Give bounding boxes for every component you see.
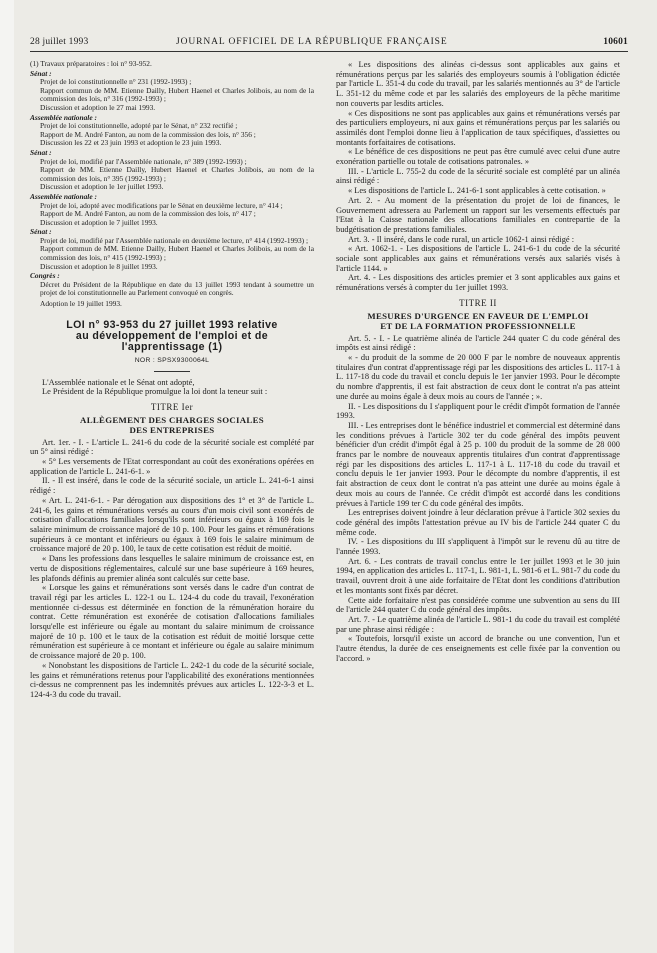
paragraph: IV. - Les dispositions du III s'appliquent à l'impôt sur le revenu dû au titre de l'année 1993. xyxy=(336,537,620,557)
law-title xyxy=(30,320,314,354)
paragraph: Art. 1er. - I. - L'article L. 241-6 du code de la sécurité sociale est complété par un 5° ainsi rédigé : xyxy=(30,437,314,457)
history-heading: Assemblée nationale : xyxy=(30,191,97,201)
law-title-line: LOI n° 93-953 du 27 juillet 1993 relative xyxy=(66,318,278,331)
paragraph: Art. 5. - I. - Le quatrième alinéa de l'article 244 quater C du code général des impôts est ainsi rédigé : xyxy=(336,333,620,353)
paragraph: III. - Les entreprises dont le bénéfice industriel et commercial est déterminé dans les conditions prévues à l'article 302 ter du code général des impôts peuvent bénéficier d'un crédit d'impôt égal à 25 p. 100 du produit de la somme de 28 000 francs par le nombre de nouveaux apprentis titulaires d'un contrat d'apprentissage régi par les dispositions des articles L. 117-1 à L. 117-18 du code du travail et conclu depuis le 1er janvier 1993. Pour le décompte du nombre d'apprentis, il est fait abstraction de ceux dont le contrat n'a pas atteint une durée au moins égale à deux mois au cours de l'année. Ce crédit d'impôt est accordé dans les conditions prévues à l'article 199 ter C du code général des impôts. xyxy=(336,420,620,508)
paragraph: II. - Les dispositions du I s'appliquent pour le crédit d'impôt formation de l'année 1993. xyxy=(336,401,620,421)
nor-rule xyxy=(154,371,190,372)
history-line: Discussion et adoption le 27 mai 1993. xyxy=(40,102,156,112)
scan-edge xyxy=(0,0,14,953)
history-line: Rapport commun de MM. Etienne Dailly, Hubert Haenel et Charles Jolibois, au nom de la commission des lois, n° 316 (1992-1993) ; xyxy=(40,85,314,104)
history-heading: Sénat : xyxy=(30,147,52,157)
law-title-line: l'apprentissage (1) xyxy=(121,341,223,354)
paragraph: « Ces dispositions ne sont pas applicables aux gains et rémunérations versés par des particuliers employeurs, ni aux gains et rémunérations perçus par les salariés ou assimilés dont l'emploi donne lieu à l'application de taux spécifiques, d'assiettes ou montants forfaitaires de cotisations. xyxy=(336,108,620,147)
titre-2-label: TITRE II xyxy=(459,297,497,308)
paragraph: II. - Il est inséré, dans le code de la sécurité sociale, un article L. 241-6-1 ainsi rédigé : xyxy=(30,476,314,496)
history-line: Discussion les 22 et 23 juin 1993 et adoption le 23 juin 1993. xyxy=(40,138,222,148)
paragraph: Art. 6. - Les contrats de travail conclus entre le 1er juillet 1993 et le 30 juin 1994, en application des articles L. 117-1, L. 981-1, L. 981-6 et L. 981-7 du code du travail, ouvrent droit à une aide forfaitaire de l'Etat dont les conditions d'attribution et les montants sont fixés par décret. xyxy=(336,556,620,595)
titre-2-heading xyxy=(336,311,620,331)
paragraph: « Dans les professions dans lesquelles le salaire minimum de croissance est, en vertu de dispositions réglementaires, calculé sur une base supérieure à 169 heures, les plafonds définis au premier alinéa sont calculés sur cette base. xyxy=(30,554,314,583)
paragraph: « Les dispositions des alinéas ci-dessus sont applicables aux gains et rémunérations perçus par les salariés des employeurs soumis à l'obligation édictée par l'article L. 351-4 du code du travail, par les salariés mentionnés au 3° de l'article L. 351-12 du même code et par les salariés des employeurs de la pêche maritime non couverts par lesdits articles. xyxy=(336,60,620,108)
titre-1-label: TITRE Ier xyxy=(150,401,194,412)
titre-1-heading-line: ALLÈGEMENT DES CHARGES SOCIALES xyxy=(80,414,264,425)
left-column xyxy=(30,60,314,700)
titre-1-heading xyxy=(30,415,314,435)
history-line: Projet de loi constitutionnelle n° 231 (1992-1993) ; xyxy=(40,77,192,87)
journal-title: JOURNAL OFFICIEL DE LA RÉPUBLIQUE FRANÇAISE xyxy=(176,37,448,47)
history-line: Discussion et adoption le 7 juillet 1993. xyxy=(40,217,158,227)
header-rule xyxy=(30,51,628,52)
history-line: Projet de loi, modifié par l'Assemblée nationale, n° 389 (1992-1993) ; xyxy=(40,156,247,166)
paragraph: « Art. L. 241-6-1. - Par dérogation aux dispositions des 1° et 3° de l'article L. 241-6, les gains et rémunérations versés au cours d'un mois civil sont exonérés de cotisation d'allocations familiales lorsqu'ils sont inférieurs ou égaux à 169 fois le salaire minimum de croissance majoré de 10 p. 100. Pour les gains et rémunérations supérieurs à ce montant et inférieurs ou égaux à 169 fois le salaire minimum de croissance majoré de 20 p. 100, le taux de cette cotisation est réduit de moitié. xyxy=(30,495,314,554)
right-column xyxy=(336,60,620,663)
history-line: Décret du Président de la République en date du 13 juillet 1993 tendant à soumettre un projet de loi constitutionnelle au Parlement convoqué en congrès. xyxy=(40,279,314,298)
history-heading: Sénat : xyxy=(30,227,52,237)
history-line: (1) Travaux préparatoires : loi n° 93-952. xyxy=(30,59,152,68)
history-line: Discussion et adoption le 8 juillet 1993. xyxy=(40,261,158,271)
paragraph: Art. 3. - Il inséré, dans le code rural, un article 1062-1 ainsi rédigé : xyxy=(348,234,575,244)
law-title-line: au développement de l'emploi et de xyxy=(75,330,269,343)
history-line: Projet de loi constitutionnelle, adopté par le Sénat, n° 232 rectifié ; xyxy=(40,121,238,131)
history-heading: Assemblée nationale : xyxy=(30,112,97,122)
paragraph: Art. 2. - Au moment de la présentation du projet de loi de finances, le Gouvernement adressera au Parlement un rapport sur les versements effectués par l'Etat à la Caisse nationale des allocations familiales en contrepartie de la budgétisation de prestations familiales. xyxy=(336,195,620,234)
history-heading: Congrès : xyxy=(30,271,60,281)
page-number: 10601 xyxy=(603,37,628,47)
nor-reference: NOR : SPSX9300064L xyxy=(134,356,210,364)
paragraph: « - du produit de la somme de 20 000 F par le nombre de nouveaux apprentis titulaires d'un contrat d'apprentissage régi par les dispositions des articles L. 117-1 à L. 117-18 du code du travail et conclu depuis le 1er janvier 1993. Pour le décompte du nombre d'apprentis, il est fait abstraction de ceux dont le contrat n'a pas atteint une durée au moins égale à deux mois au cours de l'année ; ». xyxy=(336,352,620,401)
history-line: Discussion et adoption le 1er juillet 1993. xyxy=(40,182,164,192)
history-line: Projet de loi, modifié par l'Assemblée nationale en deuxième lecture, n° 414 (1992-1993) ; xyxy=(40,235,309,245)
history-line: Rapport commun de MM. Etienne Dailly, Hubert Haenel et Charles Jolibois, au nom de la commission des lois, n° 415 (1992-1993) ; xyxy=(40,244,314,263)
paragraph: Art. 4. - Les dispositions des articles premier et 3 sont applicables aux gains et rémunérations versés à compter du 1er juillet 1993. xyxy=(336,273,620,293)
paragraph: « Nonobstant les dispositions de l'article L. 242-1 du code de la sécurité sociale, les gains et rémunérations retenus pour l'applicabilité des exonérations mentionnées ci-dessus ne comprennent pas les indemnités prévues aux articles L. 122-3-3 et L. 124-4-3 du code du travail. xyxy=(30,660,314,699)
paragraph: Les entreprises doivent joindre à leur déclaration prévue à l'article 302 sexies du code général des impôts l'attestation prévue au IV bis de l'article 244 quater C du même code. xyxy=(336,508,620,537)
paragraph: « Art. 1062-1. - Les dispositions de l'article L. 241-6-1 du code de la sécurité sociale sont applicables aux gains et rémunérations versés aux salariés visés à l'article 1144. » xyxy=(336,244,620,273)
header-date: 28 juillet 1993 xyxy=(30,37,89,47)
titre-2-heading-line: MESURES D'URGENCE EN FAVEUR DE L'EMPLOI xyxy=(367,310,589,321)
law-intro: L'Assemblée nationale et le Sénat ont adopté, xyxy=(42,377,195,387)
paragraph: « 5° Les versements de l'Etat correspondant au coût des exonérations opérées en application de l'article L. 241-6-1. » xyxy=(30,457,314,476)
paragraph: « Toutefois, lorsqu'il existe un accord de branche ou une convention, l'un et l'autre étendus, la durée de ces enseignements est celle fixée par la convention ou l'accord. » xyxy=(336,634,620,663)
paragraph: « Les dispositions de l'article L. 241-6-1 sont applicables à cette cotisation. » xyxy=(348,186,606,196)
history-line: Rapport de M. André Fanton, au nom de la commission des lois, n° 417 ; xyxy=(40,209,256,219)
history-line: Projet de loi, adopté avec modifications par le Sénat en deuxième lecture, n° 414 ; xyxy=(40,200,283,210)
legislative-history xyxy=(30,60,314,309)
history-heading: Sénat : xyxy=(30,68,52,78)
paragraph: « Lorsque les gains et rémunérations sont versés dans le cadre d'un contrat de travail régi par les articles L. 122-1 ou L. 124-4 du code du travail, l'exonération mentionnée ci-dessus est déterminée en fonction de la rémunération horaire du contrat. Cette rémunération est exonérée de cotisation d'allocations familiales lorsqu'elle est inférieure ou égale au montant du salaire minimum de croissance majoré de 10 p. 100 et le taux de la cotisation est réduit de moitié lorsque cette rémunération est supérieure à ce montant et inférieure ou égale au salaire minimum de croissance majoré de 20 p. 100. xyxy=(30,583,314,661)
history-line: Rapport de MM. Etienne Dailly, Hubert Haenel et Charles Jolibois, au nom de la commission des lois, n° 395 (1992-1993) ; xyxy=(40,165,314,183)
history-line: Adoption le 19 juillet 1993. xyxy=(40,299,122,309)
paragraph: Art. 7. - Le quatrième alinéa de l'article L. 981-1 du code du travail est complété par une phrase ainsi rédigée : xyxy=(336,614,620,634)
titre-1-heading-line: DES ENTREPRISES xyxy=(129,424,215,435)
history-line: Rapport de M. André Fanton, au nom de la commission des lois, n° 356 ; xyxy=(40,129,256,139)
paragraph: « Le bénéfice de ces dispositions ne peut pas être cumulé avec celui d'une autre exonération partielle ou totale de cotisations patronales. » xyxy=(336,147,620,167)
paragraph: Cette aide forfaitaire n'est pas considérée comme une subvention au sens du III de l'article 244 quater C du code général des impôts. xyxy=(336,595,620,615)
paragraph: III. - L'article L. 755-2 du code de la sécurité sociale est complété par un alinéa ainsi rédigé : xyxy=(336,166,620,186)
law-intro: Le Président de la République promulgue la loi dont la teneur suit : xyxy=(42,387,268,397)
page-header xyxy=(30,37,628,51)
titre-2-heading-line: ET DE LA FORMATION PROFESSIONNELLE xyxy=(380,320,576,331)
